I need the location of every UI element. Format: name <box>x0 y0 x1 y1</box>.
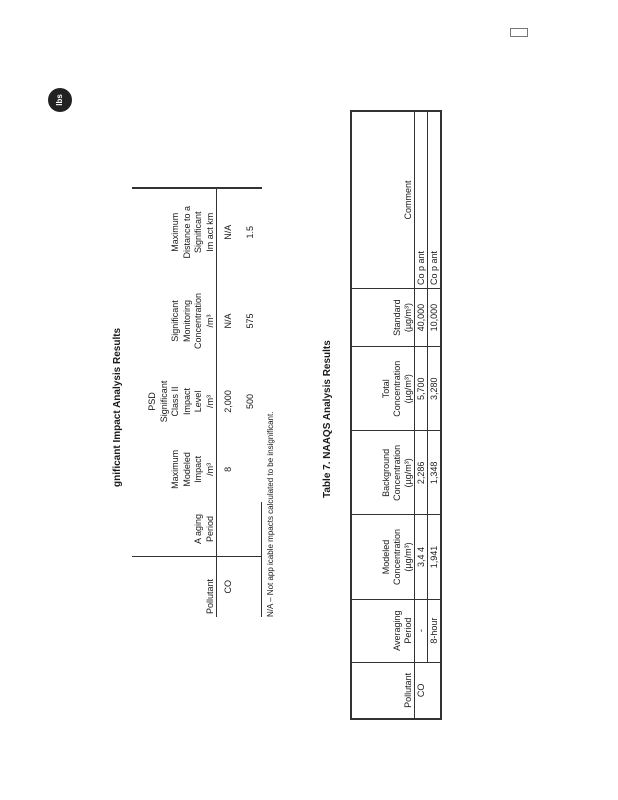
table7-header: Comment <box>351 111 415 289</box>
table7-cell: 3,4 4 <box>415 515 428 599</box>
table6-footnote: N/A – Not app icable mpacts calculated to be insignificant. <box>266 411 275 617</box>
table6-cell: 1.5 <box>245 225 256 239</box>
table6-header: PSD Significant Class II Impact Level /m³ <box>132 367 217 437</box>
table7-header: Background Concentration (µg/m³) <box>351 431 415 515</box>
table7-header: Averaging Period <box>351 599 415 662</box>
table7-title: Table 7. NAAQS Analysis Results <box>322 340 333 498</box>
table6-cell: CO <box>217 556 240 617</box>
table7-header: Standard (µg/m³) <box>351 289 415 347</box>
table7-cell: Co p ant <box>415 111 428 289</box>
table6-cell <box>217 502 240 556</box>
table7-cell: Co p ant <box>428 111 442 289</box>
table7-header: Pollutant <box>351 662 415 719</box>
table7-cell: 5,700 <box>415 347 428 431</box>
table7-cell: 8-hour <box>428 599 442 662</box>
table7-cell <box>428 662 442 719</box>
table7-header-row <box>351 111 415 719</box>
table7-header: Total Concentration (µg/m³) <box>351 347 415 431</box>
table7 <box>350 110 442 720</box>
table6-header: Maximum Distance to a Significant Im act km <box>132 188 217 275</box>
table7-cell: 3,280 <box>428 347 442 431</box>
table7-header: Modeled Concentration (µg/m³) <box>351 515 415 599</box>
table6-cell: N/A <box>223 224 233 240</box>
table7-cell: - <box>415 599 428 662</box>
table6-title: gnificant Impact Analysis Results <box>112 327 123 487</box>
table7-row <box>428 111 442 719</box>
table6-row <box>217 188 240 617</box>
page-stamp <box>510 28 528 37</box>
logo-text: lbs <box>55 94 64 106</box>
table7-cell: 10,000 <box>428 289 442 347</box>
table7-cell: CO <box>415 662 428 719</box>
table7-cell: 1,941 <box>428 515 442 599</box>
table6-cell <box>239 436 262 502</box>
table6-cell: 8 <box>223 466 233 472</box>
table6-cell: 575 <box>245 313 256 329</box>
table6-cell: 500 <box>245 393 256 409</box>
table6-header: Maximum Modeled Impact /m³ <box>132 436 217 502</box>
table6-cell: 2,000 <box>223 390 233 413</box>
table6 <box>132 187 262 617</box>
table6-cell: N/A <box>223 313 233 329</box>
table6-cell <box>239 556 262 617</box>
table7-cell: 1,348 <box>428 431 442 515</box>
agency-logo <box>48 88 72 112</box>
table7-cell: 2,286 <box>415 431 428 515</box>
table6-row <box>239 188 262 617</box>
table6-header-row <box>132 188 217 617</box>
table6-header: Significant Monitoring Concentration /m³ <box>132 275 217 366</box>
table6-cell <box>239 502 262 556</box>
table7-row <box>415 111 428 719</box>
table7-cell: 40,000 <box>415 289 428 347</box>
table6-header: Pollutant <box>132 556 217 617</box>
table6-header: A aging Period <box>132 502 217 556</box>
